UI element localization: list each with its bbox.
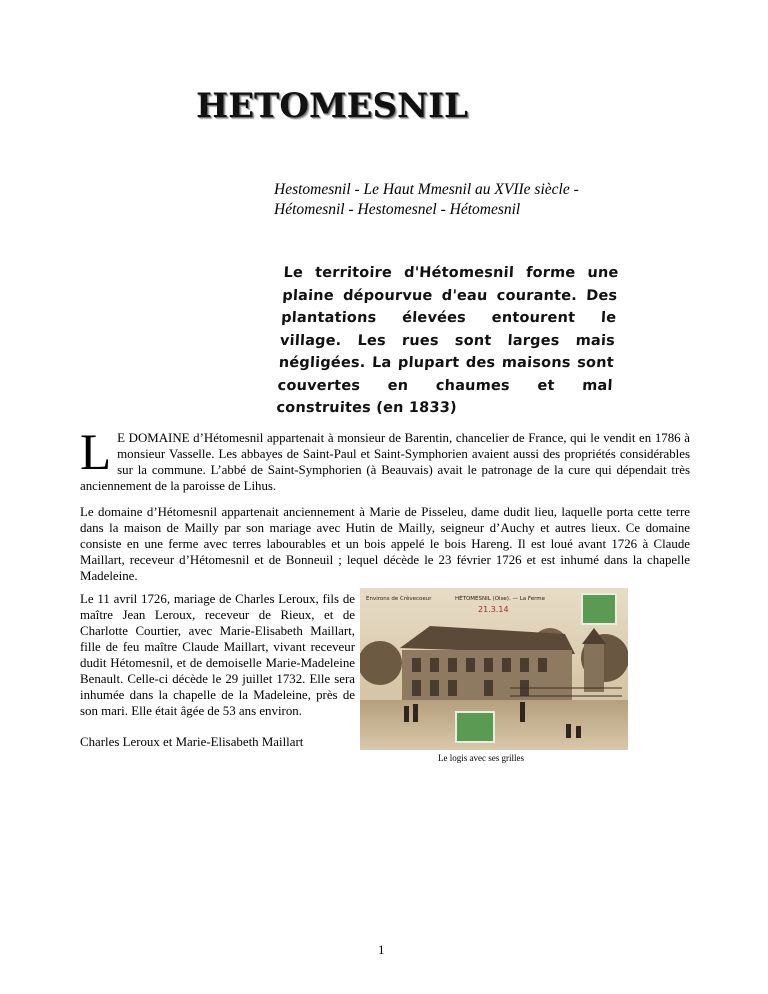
paragraph-domain xyxy=(80,425,690,494)
postcard-photo xyxy=(360,588,628,750)
paragraph-couple: Charles Leroux et Marie-Elisabeth Maillart xyxy=(80,735,304,749)
postcard-image xyxy=(360,588,628,750)
postcard-header-right: HÉTOMESNIL (Oise). — La Ferme xyxy=(455,596,546,602)
photo-caption: Le logis avec ses grilles xyxy=(438,753,524,763)
paragraph-domain-text: E DOMAINE d’Hétomesnil appartenait à monsieur de Barentin, chancelier de France, qui le vendit en 1786 à monsieur Vasselle. Les abbayes de Saint-Paul et Saint-Symphorien avaient aussi des propriétés considérables sur la commune. L’abbé de Saint-Symphorien (à Beauvais) avait le patronage de la cure qui dépendait très anciennement de la paroisse de Lihus. xyxy=(80,431,690,493)
handwritten-note: Le territoire d'Hétomesnil forme une plaine dépourvue d'eau courante. Des plantations élevées entourent le village. Les rues sont larges mais négligées. La plupart des maisons sont couvertes en chaumes et mal construites (en 1833) xyxy=(276,265,619,416)
subtitle: Hestomesnil - Le Haut Mmesnil au XVIIe siècle - Hétomesnil - Hestomesnel - Hétomesnil xyxy=(274,181,579,218)
postcard-header-left: Environs de Crèvecoeur xyxy=(366,596,432,602)
page-title: HETOMESNIL xyxy=(196,86,468,126)
drop-cap: L xyxy=(80,425,112,481)
page-number: 1 xyxy=(378,942,385,957)
postcard-date: 21.3.14 xyxy=(478,605,509,614)
paragraph-pisseleu: Le domaine d’Hétomesnil appartenait anciennement à Marie de Pisseleu, dame dudit lieu, laquelle porta cette terre dans la maison de Mailly par son mariage avec Hutin de Mailly, seigneur d’Auchy et autres lieux. Ce domaine consiste en une ferme avec terres labourables et un bois appelé le bois Hareng. Il est loué avant 1726 à Claude Maillart, receveur d’Hétomesnil et de Bonneuil ; lequel décède le 23 février 1726 et est inhumé dans la chapelle Madeleine. xyxy=(80,505,690,583)
paragraph-marriage: Le 11 avril 1726, mariage de Charles Leroux, fils de maître Jean Leroux, receveur de Rieux, et de Charlotte Courtier, avec Marie-Elisabeth Maillart, fille de feu maître Claude Maillart, vivant receveur dudit Hétomesnil, et de demoiselle Marie-Madeleine Benault. Celle-ci décède le 29 juillet 1732. Elle sera inhumée dans la chapelle de la Madeleine, près de son mari. Elle était âgée de 53 ans environ. xyxy=(80,592,355,718)
